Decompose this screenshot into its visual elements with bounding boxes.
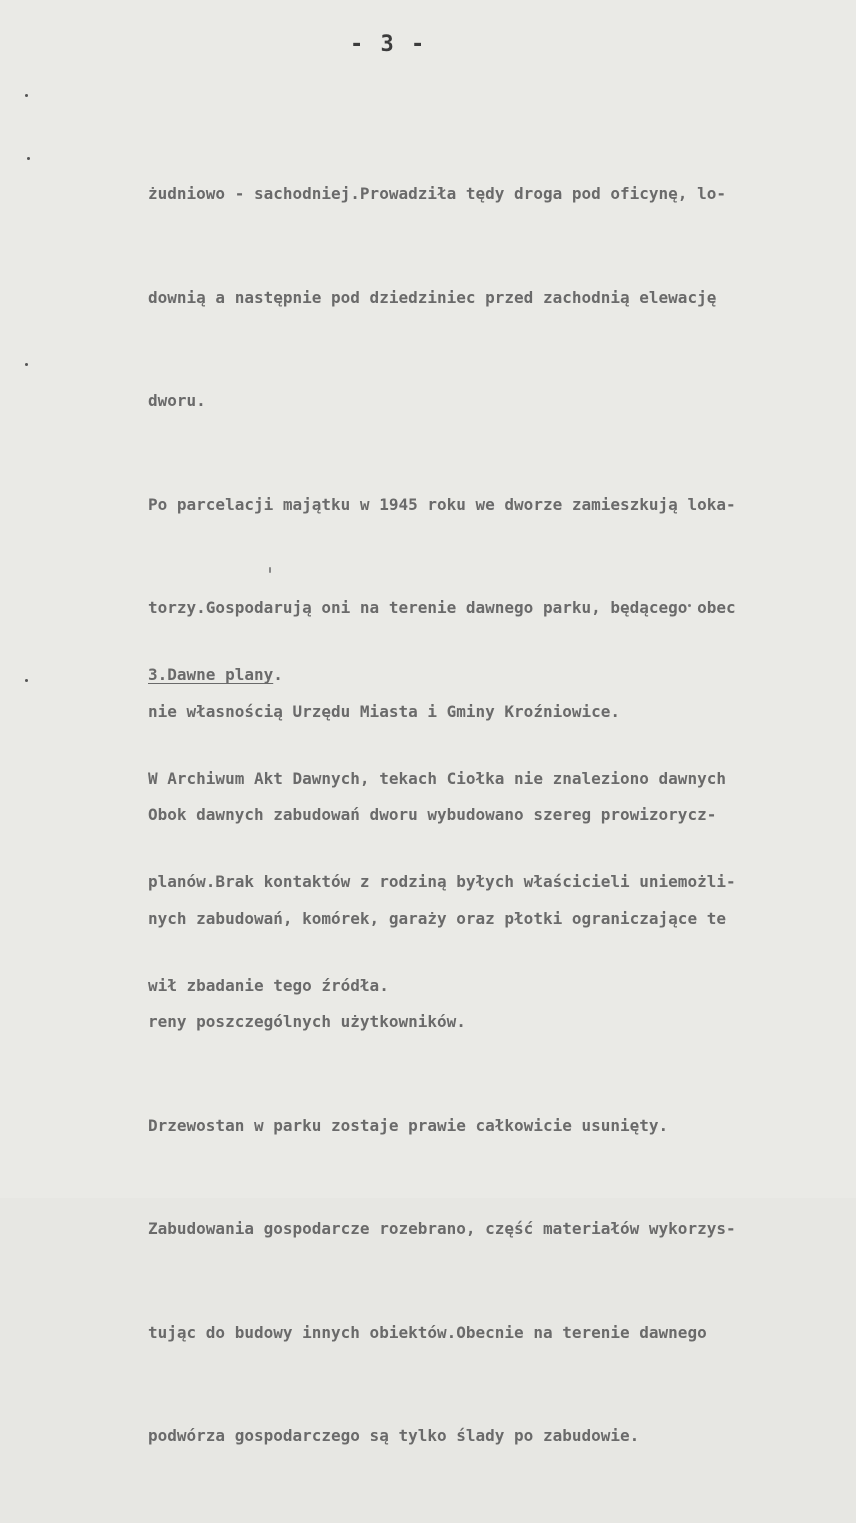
- text-line: dworu.: [148, 391, 206, 410]
- section-plans: [148, 589, 798, 1072]
- margin-mark: [25, 363, 28, 366]
- text-line: Po parcelacji majątku w 1945 roku we dworze zamieszkują loka-: [148, 494, 736, 514]
- text-line: Drzewostan w parku zostaje prawie całkowicie usunięty.: [148, 1115, 669, 1135]
- margin-mark: [25, 679, 28, 682]
- text-line: Obok dawnych zabudowań dworu wybudowano szereg prowizorycz-: [148, 805, 717, 824]
- margin-mark: [27, 157, 30, 160]
- text-line: nych zabudowań, komórek, garaży oraz płotki ograniczające te: [148, 908, 726, 928]
- text-line: downią a następnie pod dziedziniec przed zachodnią elewację: [148, 287, 717, 307]
- text-line: Zabudowania gospodarcze rozebrano, część materiałów wykorzys-: [148, 1219, 736, 1238]
- text-line: planów.Brak kontaktów z rodziną byłych właścicieli uniemożli-: [148, 872, 736, 891]
- text-line: żudniowo - sachodniej.Prowadziła tędy droga pod oficynę, lo-: [148, 184, 726, 203]
- text-line: torzy.Gospodarują oni na terenie dawnego parku, będącego obec: [148, 598, 736, 617]
- section-heading-line: [148, 658, 798, 693]
- text-line: podwórza gospodarczego są tylko ślady po zabudowie.: [148, 1426, 640, 1445]
- text-line: reny poszczególnych użytkowników.: [148, 1012, 466, 1031]
- section-heading-suffix: .: [273, 665, 283, 684]
- text-line: tując do budowy innych obiektów.Obecnie na terenie dawnego: [148, 1322, 707, 1342]
- text-line: W Archiwum Akt Dawnych, tekach Ciołka nie znaleziono dawnych: [148, 768, 726, 788]
- page-number: - 3 -: [350, 32, 427, 57]
- section-heading: 3.Dawne plany: [148, 665, 274, 684]
- text-line: wił zbadanie tego źródła.: [148, 975, 389, 995]
- text-line: nie własnością Urzędu Miasta i Gminy Kroźniowice.: [148, 701, 621, 721]
- margin-mark: [25, 94, 28, 97]
